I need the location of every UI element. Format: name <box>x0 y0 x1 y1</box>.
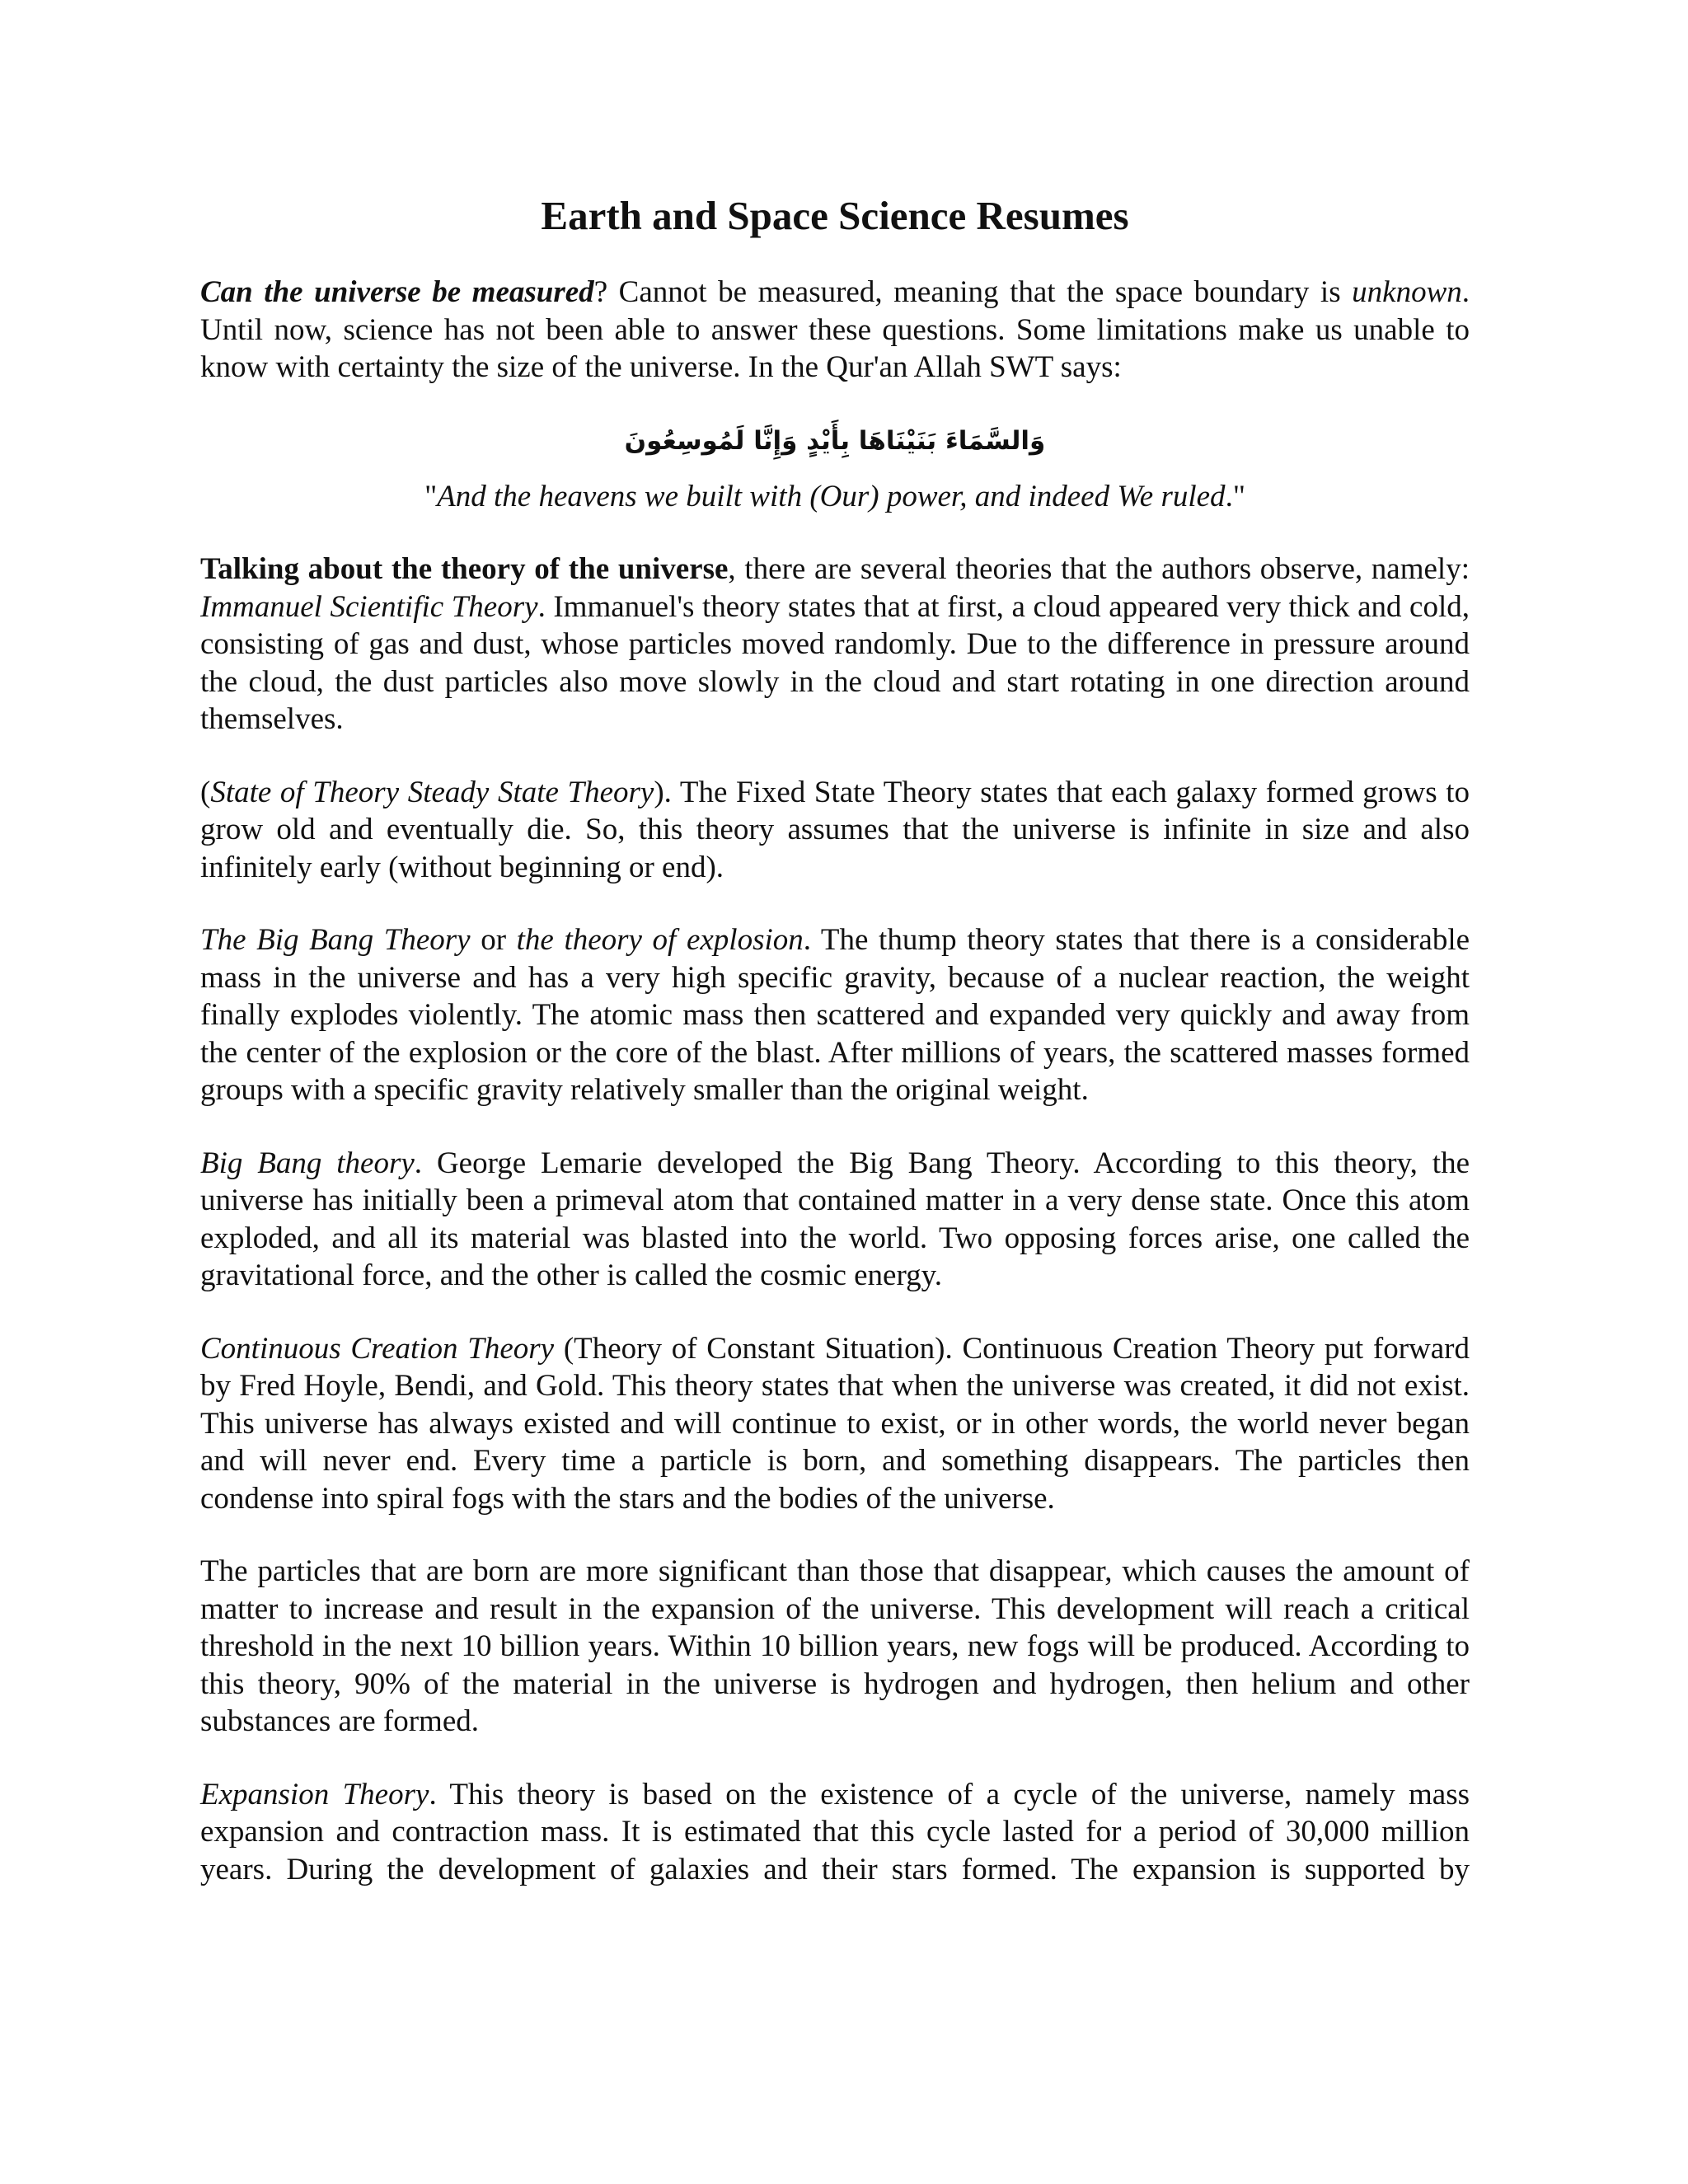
paragraph-steady-state <box>200 774 1470 887</box>
italic-term: Big Bang theory <box>200 1146 415 1180</box>
quote-open: " <box>424 479 438 513</box>
paragraph-text: (Theory of Constant Situation). Continuous Creation Theory put forward by Fred Hoyle, Bendi, and Gold. This theory states that when the universe was created, it did not exist. This universe has always existed and will continue to exist, or in other words, the world never began and will never end. Every time a particle is born, and something disappears. The particles then condense into spiral fogs with the stars and the bodies of the universe. <box>200 1331 1470 1516</box>
paragraph-text: . George Lemarie developed the Big Bang Theory. According to this theory, the universe has initially been a primeval atom that contained matter in a very dense state. Once this atom exploded, and all its material was blasted into the world. Two opposing forces arise, one called the gravitational force, and the other is called the cosmic energy. <box>200 1146 1470 1292</box>
paragraph-big-bang-explosion <box>200 921 1470 1109</box>
paragraph-text: . This theory is based on the existence of a cycle of the universe, namely mass expansion and contraction mass. It is estimated that this cycle lasted for a period of 30,000 million years. During the development of galaxies and their stars formed. The expansion is supported by <box>200 1777 1470 1886</box>
paragraph-text: . The thump theory states that there is a considerable mass in the universe and has a very high specific gravity, because of a nuclear reaction, the weight finally explodes violently. The atomic mass then scattered and expanded very quickly and away from the center of the explosion or the core of the blast. After millions of years, the scattered masses formed groups with a specific gravity relatively smaller than the original weight. <box>200 923 1470 1107</box>
verse-translation-text: And the heavens we built with (Our) power, and indeed We ruled <box>437 479 1226 513</box>
italic-term: Immanuel Scientific Theory <box>200 589 538 624</box>
paragraph-theories-intro <box>200 551 1470 738</box>
paragraph-lead: Can the universe be measured <box>200 275 594 309</box>
italic-term: Expansion Theory <box>200 1777 429 1811</box>
connector-word: or <box>470 923 517 957</box>
paragraph-text: . Immanuel's theory states that at first, a cloud appeared very thick and cold, consisting of gas and dust, whose particles moved randomly. Due to the difference in pressure around the cloud, the dust particles also move slowly in the cloud and start rotating in one direction around themselves. <box>200 589 1470 736</box>
paragraph-text: , there are several theories that the authors observe, namely: <box>728 552 1470 586</box>
paragraph-big-bang-lemarie <box>200 1145 1470 1295</box>
paren-open: ( <box>200 775 211 809</box>
paragraph-continuous-creation <box>200 1330 1470 1518</box>
paragraph-text: ). The Fixed State Theory states that each galaxy formed grows to grow old and eventually die. So, this theory assumes that the universe is infinite in size and also infinitely early (without beginning or end). <box>200 775 1470 884</box>
arabic-verse: وَالسَّمَاءَ بَنَيْنَاهَا بِأَيْدٍ وَإِنَّا لَمُوسِعُونَ <box>624 425 1046 456</box>
paragraph-universe-measured <box>200 274 1470 387</box>
paragraph-text: . Until now, science has not been able to answer these questions. Some limitations make us unable to know with certainty the size of the universe. In the Qur'an Allah SWT says: <box>200 275 1470 384</box>
italic-term: State of Theory Steady State Theory <box>210 775 654 809</box>
quote-close: ." <box>1225 479 1245 513</box>
italic-term: the theory of explosion <box>516 923 804 957</box>
document-title: Earth and Space Science Resumes <box>541 193 1129 238</box>
italic-term: Continuous Creation Theory <box>200 1331 555 1366</box>
paragraph-text: ? Cannot be measured, meaning that the space boundary is <box>593 275 1353 309</box>
verse-translation <box>200 478 1470 516</box>
document-body <box>200 191 1470 1888</box>
paragraph-particles: The particles that are born are more significant than those that disappear, which causes the amount of matter to increase and result in the expansion of the universe. This development will reach a critical threshold in the next 10 billion years. Within 10 billion years, new fogs will be produced. According to this theory, 90% of the material in the universe is hydrogen and hydrogen, then helium and other substances are formed. <box>200 1554 1470 1738</box>
italic-term: The Big Bang Theory <box>200 923 471 957</box>
paragraph-expansion-theory <box>200 1776 1470 1889</box>
paragraph-lead: Talking about the theory of the universe <box>200 552 729 586</box>
italic-term: unknown <box>1352 275 1462 309</box>
